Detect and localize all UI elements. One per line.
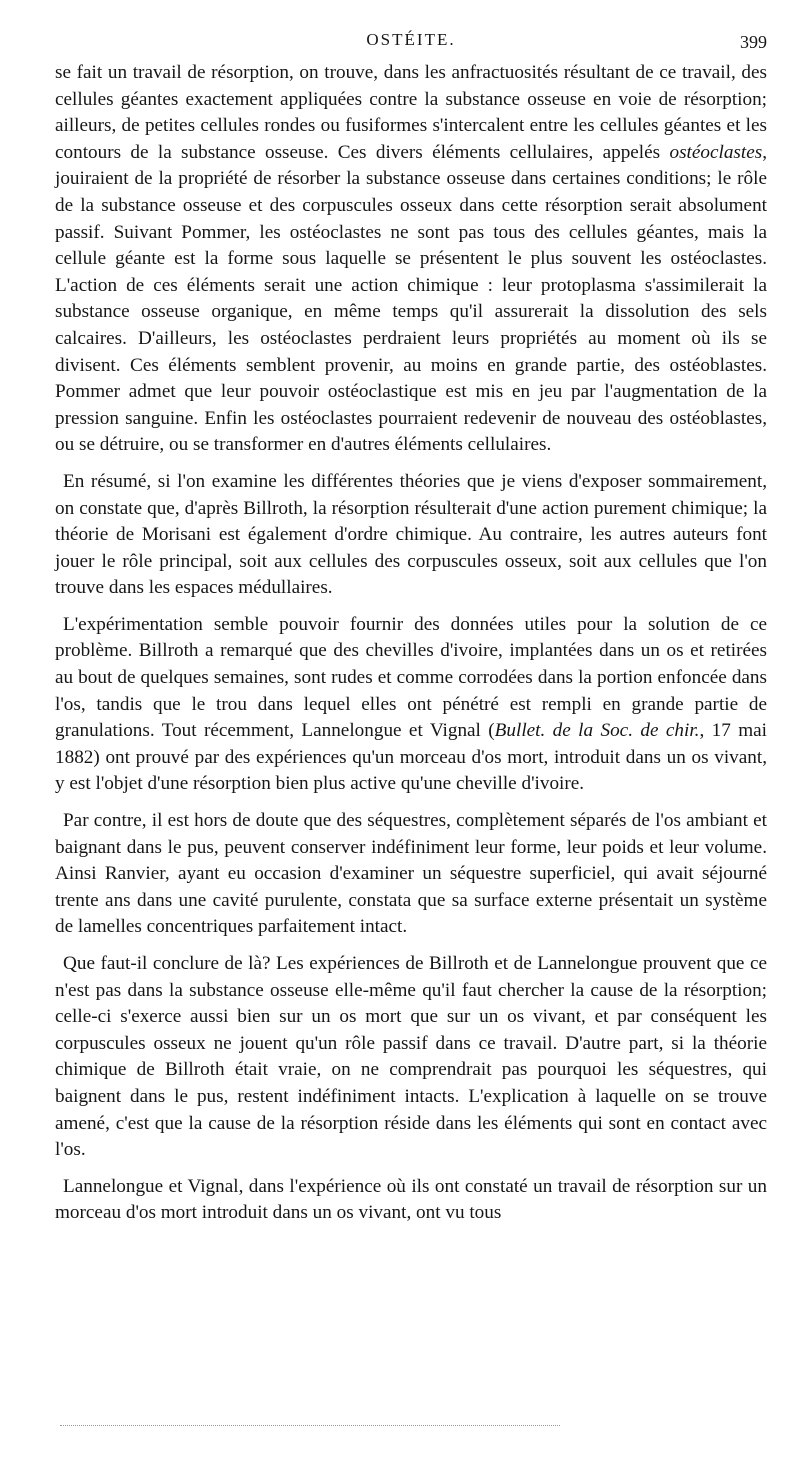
text-segment: Par contre, il est hors de doute que des séquestres, complètement séparés de l'os ambiant et baignant dans le pus, peuvent conserver indéfiniment leur forme, leur poids et leur volume. Ainsi Ranvier, ayant eu occasion d'examiner un séquestre superficiel, qui avait séjourné trente ans dans une cavité purulente, constata que sa surface externe présentait un système de lamelles concentriques parfaitement intact. (55, 810, 767, 938)
page (55, 30, 767, 1237)
text-segment: L'expérimentation semble pouvoir fournir des données utiles pour la solution de ce problème. Billroth a remarqué que des chevilles d'ivoire, implantées dans un os et retirées au bout de quelques semaines, sont rudes et comme corrodées dans la portion enfoncée dans l'os, tandis que le trou dans lequel elles ont pénétré est rempli en grande partie de granulations. Tout récemment, Lannelongue et Vignal ( (55, 613, 767, 742)
footer-rule (60, 1425, 560, 1426)
paragraph (55, 951, 767, 1164)
paragraph (55, 469, 767, 602)
paragraph (55, 612, 767, 798)
text-segment: , jouiraient de la propriété de résorber la substance osseuse dans certaines conditions; le rôle de la substance osseuse et des corpuscules osseux dans cette résorption serait absolument passif. Suivant Pommer, les ostéoclastes ne sont pas tous des cellules géantes, mais la cellule géante est la forme sous laquelle se présentent le plus souvent les ostéoclastes. L'action de ces éléments serait une action chimique : leur protoplasma s'assimilerait la substance osseuse organique, en même temps qu'il assurerait la dissolution des sels calcaires. D'ailleurs, les ostéoclastes perdraient leurs propriétés au moment où ils se divisent. Ces éléments semblent provenir, au moins en grande partie, des ostéoblastes. Pommer admet que leur pouvoir ostéoclastique est mis en jeu par l'augmentation de la pression sanguine. Enfin les ostéoclastes pourraient redevenir de nouveau des ostéoblastes, ou se détruire, ou se transformer en d'autres éléments cellulaires. (55, 141, 767, 456)
paragraph (55, 60, 767, 459)
page-number: 399 (740, 32, 767, 52)
body-text (55, 60, 767, 1227)
text-segment: Lannelongue et Vignal, dans l'expérience où ils ont constaté un travail de résorption sur un morceau d'os mort introduit dans un os vivant, ont vu tous (55, 1175, 767, 1224)
text-segment: Que faut-il conclure de là? Les expériences de Billroth et de Lannelongue prouvent que ce n'est pas dans la substance osseuse elle-même qu'il faut chercher la cause de la résorption; celle-ci s'exerce aussi bien sur un os mort que sur un os vivant, et par conséquent les corpuscules osseux ne jouent qu'un rôle passif dans ce travail. D'autre part, si la théorie chimique de Billroth était vraie, on ne comprendrait pas pourquoi les séquestres, qui baignent dans le pus, restent indéfiniment intacts. L'explication à laquelle on se trouve amené, c'est que la cause de la résorption réside dans les éléments qui sont en contact avec l'os. (55, 953, 767, 1161)
page-header (55, 30, 767, 56)
running-title: OSTÉITE. (366, 30, 456, 49)
text-segment: se fait un travail de résorption, on trouve, dans les anfractuosités résultant de ce travail, des cellules géantes exactement appliquées contre la substance osseuse en voie de résorption; ailleurs, de petites cellules rondes ou fusiformes s'intercalent entre les cellules géantes et les contours de la substance osseuse. Ces divers éléments cellulaires, appelés (55, 62, 767, 163)
text-segment: En résumé, si l'on examine les différentes théories que je viens d'exposer sommairement, on constate que, d'après Billroth, la résorption résulterait d'une action purement chimique; la théorie de Morisani est également d'ordre chimique. Au contraire, les autres auteurs font jouer le rôle principal, soit aux cellules des corpuscules osseux, soit aux cellules que l'on trouve dans les espaces médullaires. (55, 470, 767, 599)
italic-text-segment: Bullet. de la Soc. de chir. (494, 720, 700, 742)
paragraph (55, 808, 767, 941)
italic-text-segment: ostéoclastes (669, 141, 763, 163)
text-segment: , 17 mai 1882) ont prouvé par des expériences qu'un morceau d'os mort, introduit dans un os vivant, y est l'objet d'une résorption bien plus active qu'une cheville d'ivoire. (55, 720, 767, 795)
paragraph (55, 1174, 767, 1227)
